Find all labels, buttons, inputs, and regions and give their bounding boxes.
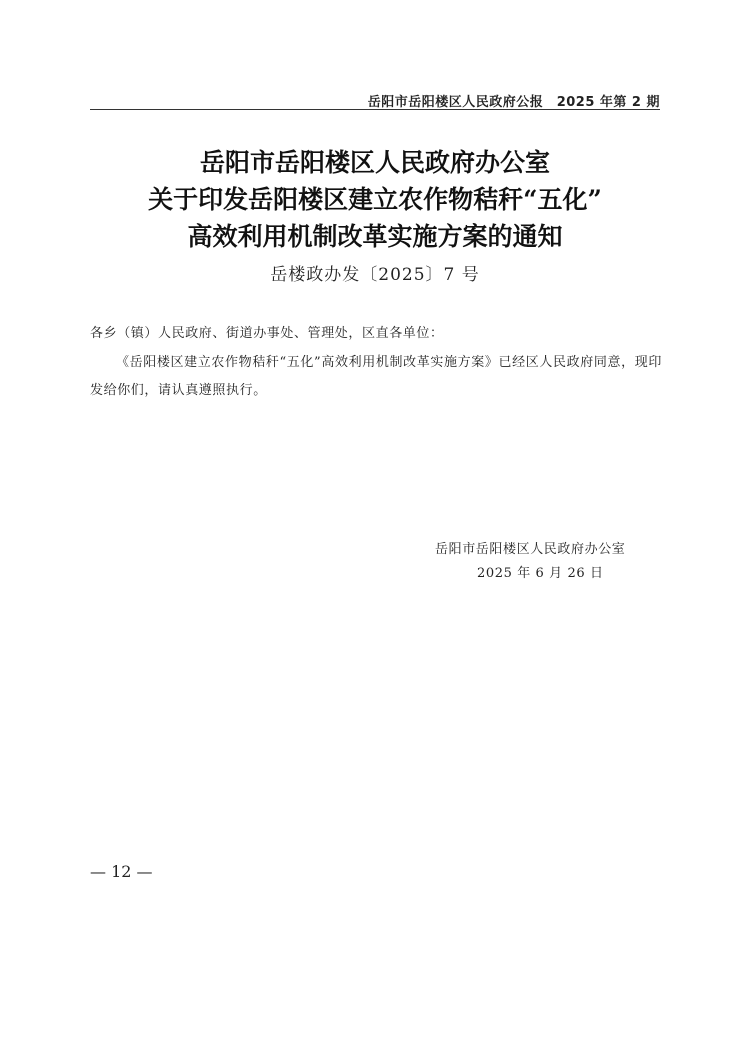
publication-header: 岳阳市岳阳楼区人民政府公报 2025 年第 2 期 xyxy=(367,95,660,110)
signature-date: 2025 年 6 月 26 日 xyxy=(477,566,604,581)
title-line-3: 高效利用机制改革实施方案的通知 xyxy=(187,222,563,251)
title-line-1: 岳阳市岳阳楼区人民政府办公室 xyxy=(199,148,550,177)
document-title xyxy=(0,144,750,285)
salutation: 各乡（镇）人民政府、街道办事处、管理处，区直各单位： xyxy=(90,326,444,341)
header-divider xyxy=(90,109,660,110)
signature-organization: 岳阳市岳阳楼区人民政府办公室 xyxy=(435,542,626,557)
title-line-2: 关于印发岳阳楼区建立农作物秸秆“五化” xyxy=(148,185,602,214)
body-paragraph: 《岳阳楼区建立农作物秸秆“五化”高效利用机制改革实施方案》已经区人民政府同意，现印发给你们，请认真遵照执行。 xyxy=(90,355,662,398)
signature-block xyxy=(435,538,625,586)
document-number: 岳楼政办发〔2025〕7 号 xyxy=(270,265,480,285)
page-number: — 12 — xyxy=(90,862,153,881)
